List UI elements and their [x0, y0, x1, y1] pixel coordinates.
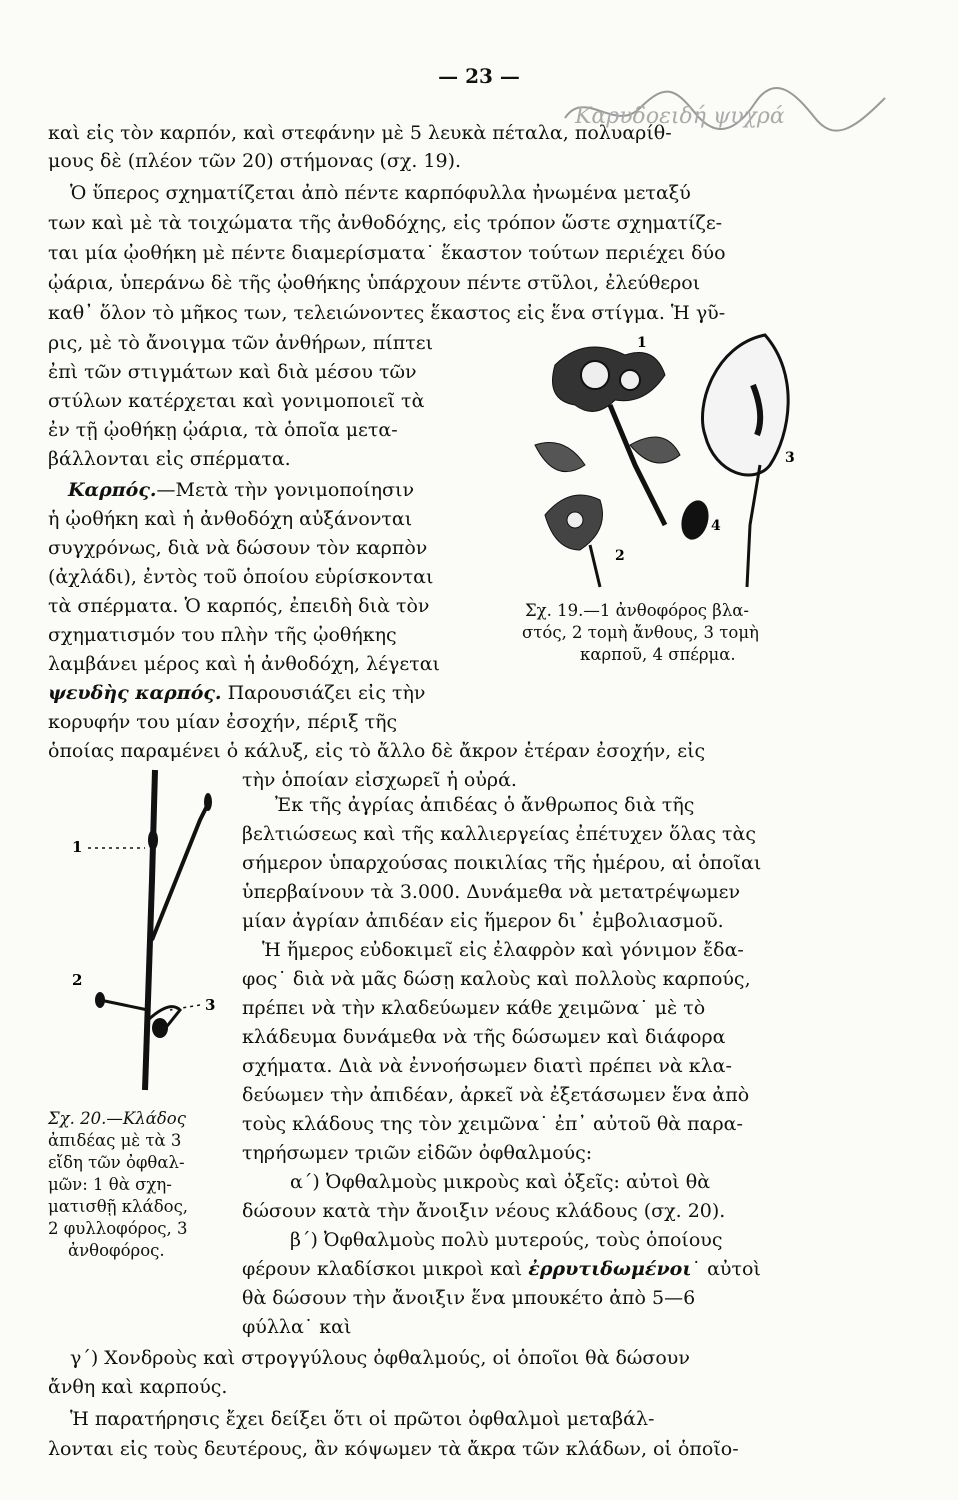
- text-line: Ἐκ τῆς ἀγρίας ἀπιδέας ὁ ἄνθρωπος διὰ τῆς: [275, 794, 695, 816]
- text-line: Ἡ παρατήρησις ἔχει δείξει ὅτι οἱ πρῶτοι ὀφθαλμοὶ μεταβάλ-: [70, 1408, 655, 1430]
- text-line: ὁποίας παραμένει ὁ κάλυξ, εἰς τὸ ἄλλο δὲ ἄκρον ἑτέραν ἐσοχήν, εἰς: [48, 740, 706, 762]
- fig19-label-2: 2: [615, 548, 625, 564]
- text-line: ται μία ᾠοθήκη μὲ πέντε διαμερίσματα˙ ἕκαστον τούτων περιέχει δύο: [48, 242, 726, 264]
- figure-20-pear-branch: [60, 760, 230, 1100]
- text-line: φέρουν κλαδίσκοι μικροὶ καὶ ἐρρυτιδωμένοι˙ αὐτοὶ: [242, 1258, 761, 1280]
- branch-main-stem: [145, 770, 155, 1090]
- fig19-label-4: 4: [711, 518, 721, 534]
- text-line: —Μετὰ τὴν γονιμοποίησιν: [156, 479, 415, 501]
- fig20-label-3: 3: [205, 996, 216, 1014]
- text-line: λαμβάνει μέρος καὶ ἡ ἀνθοδόχη, λέγεται: [48, 653, 441, 675]
- fig20-label-1: 1: [72, 838, 83, 856]
- text-line: ἐπὶ τῶν στιγμάτων καὶ διὰ μέσου τῶν: [48, 361, 417, 383]
- text-line: ψευδὴς καρπός. Παρουσιάζει εἰς τὴν: [48, 682, 426, 704]
- text-line: ὑπερβαίνουν τὰ 3.000. Δυνάμεθα νὰ μετατρέψωμεν: [242, 881, 741, 903]
- text-line: θὰ δώσουν τὴν ἄνοιξιν ἕνα μπουκέτο ἀπὸ 5—6: [242, 1287, 696, 1309]
- figure-20-caption-line: εἴδη τῶν ὀφθαλ-: [48, 1153, 185, 1172]
- text-line: α´) Ὀφθαλμοὺς μικροὺς καὶ ὀξεῖς: αὐτοὶ θὰ: [290, 1171, 711, 1193]
- figure-19-pear-flower-fruit: [515, 325, 825, 590]
- text-line: σήμερον ὑπαρχούσας ποικιλίας τῆς ἡμέρου, αἱ ὁποῖαι: [242, 852, 762, 874]
- text-line: τὴν ὁποίαν εἰσχωρεῖ ἡ οὐρά.: [242, 769, 517, 791]
- page-number: — 23 —: [438, 64, 520, 88]
- figure-19-caption-line: καρποῦ, 4 σπέρμα.: [580, 645, 736, 664]
- text-line: κορυφήν του μίαν ἐσοχήν, πέριξ τῆς: [48, 711, 398, 733]
- figure-20-caption-line: ἀπιδέας μὲ τὰ 3: [48, 1131, 182, 1150]
- figure-20-caption-line: Σχ. 20.—Κλάδος: [48, 1109, 186, 1128]
- text-line: ἐν τῇ ᾠοθήκῃ ᾠάρια, τὰ ὁποῖα μετα-: [48, 419, 398, 441]
- text-line: ᾠάρια, ὑπεράνω δὲ τῆς ᾠοθήκης ὑπάρχουν πέντε στῦλοι, ἐλεύθεροι: [48, 272, 701, 294]
- text-line: συγχρόνως, διὰ νὰ δώσουν τὸν καρπὸν: [48, 537, 428, 559]
- figure-20-caption-line: 2 φυλλοφόρος, 3: [48, 1219, 188, 1238]
- text-line: δώσουν κατὰ τὴν ἄνοιξιν νέους κλάδους (σχ. 20).: [242, 1200, 726, 1222]
- fig19-label-3: 3: [785, 450, 795, 466]
- text-line: ἄνθη καὶ καρπούς.: [48, 1376, 228, 1398]
- text-line: τηρήσωμεν τριῶν εἰδῶν ὀφθαλμούς:: [242, 1142, 593, 1164]
- text-line: φύλλα˙ καὶ: [242, 1316, 352, 1338]
- text-line: καθ᾿ ὅλον τὸ μῆκος των, τελειώνοντες ἕκαστος εἰς ἕνα στίγμα. Ἡ γῦ-: [48, 302, 726, 324]
- term-pseudes-karpos: ψευδὴς καρπός.: [48, 682, 222, 704]
- figure-20-caption-line: μῶν: 1 θὰ σχη-: [48, 1175, 172, 1194]
- text-line: πρέπει νὰ τὴν κλαδεύωμεν κάθε χειμῶνα˙ μὲ τὸ: [242, 997, 706, 1019]
- fig20-label-2: 2: [72, 971, 83, 989]
- text-line: Ὁ ὕπερος σχηματίζεται ἀπὸ πέντε καρπόφυλλα ἠνωμένα μεταξύ: [70, 182, 691, 204]
- text-line: βάλλονται εἰς σπέρματα.: [48, 448, 291, 470]
- figure-19-caption-line: Σχ. 19.—1 ἀνθοφόρος βλα-: [525, 601, 749, 620]
- text-line: ἡ ᾠοθήκη καὶ ἡ ἀνθοδόχη αὐξάνονται: [48, 508, 413, 530]
- text-line: β´) Ὀφθαλμοὺς πολὺ μυτερούς, τοὺς ὁποίους: [290, 1229, 723, 1251]
- flower-section-illustration: [545, 495, 603, 587]
- text-line: κλάδευμα δυνάμεθα νὰ τῆς δώσωμεν καὶ διάφορα: [242, 1026, 726, 1048]
- branch-side-shoot: [152, 800, 210, 940]
- text-line: μους δὲ (πλέον τῶν 20) στήμονας (σχ. 19).: [48, 150, 462, 172]
- text-line: καὶ εἰς τὸν καρπόν, καὶ στεφάνην μὲ 5 λευκὰ πέταλα, πολυαρίθ-: [48, 122, 672, 144]
- fruit-section-illustration: [703, 335, 789, 587]
- heading-karpos: Καρπός.: [68, 479, 157, 501]
- text-line: μίαν ἀγρίαν ἀπιδέαν εἰς ἥμερον δι᾿ ἐμβολιασμοῦ.: [242, 910, 724, 932]
- text-line: λονται εἰς τοὺς δευτέρους, ἂν κόψωμεν τὰ ἄκρα τῶν κλάδων, οἱ ὁποῖο-: [48, 1438, 739, 1460]
- text-line: γ´) Χονδροὺς καὶ στρογγύλους ὀφθαλμούς, οἱ ὁποῖοι θὰ δώσουν: [70, 1347, 690, 1369]
- text-line: σχηματισμόν του πλὴν τῆς ᾠοθήκης: [48, 624, 397, 646]
- term-errytidomenoi: ἐρρυτιδωμένοι: [528, 1258, 692, 1280]
- branch-spur: [100, 1000, 148, 1010]
- text-line: βελτιώσεως καὶ τῆς καλλιεργείας ἐπέτυχεν ὅλας τὰς: [242, 823, 757, 845]
- text-line: Ἡ ἥμερος εὐδοκιμεῖ εἰς ἐλαφρὸν καὶ γόνιμον ἔδα-: [262, 939, 744, 961]
- flowering-shoot-illustration: [535, 347, 680, 525]
- figure-20-caption-line: ματισθῇ κλάδος,: [48, 1197, 189, 1216]
- figure-19-caption-line: στός, 2 τομὴ ἄνθους, 3 τομὴ: [522, 623, 759, 642]
- text-line: (ἀχλάδι), ἐντὸς τοῦ ὁποίου εὑρίσκονται: [48, 566, 434, 588]
- svg-text:Καρυδοειδή ψυχρά: Καρυδοειδή ψυχρά: [575, 104, 785, 129]
- fig19-label-1: 1: [637, 335, 647, 351]
- seed-illustration: [677, 497, 712, 542]
- text-line: στύλων κατέρχεται καὶ γονιμοποιεῖ τὰ: [48, 390, 425, 412]
- figure-20-caption-line: ἀνθοφόρος.: [68, 1241, 165, 1260]
- text-line: τὰ σπέρματα. Ὁ καρπός, ἐπειδὴ διὰ τὸν: [48, 595, 430, 617]
- text-line: τοὺς κλάδους της τὸν χειμῶνα˙ ἐπ᾿ αὐτοῦ θὰ παρα-: [242, 1113, 743, 1135]
- text-line: δεύωμεν τὴν ἀπιδέαν, ἀρκεῖ νὰ ἐξετάσωμεν ἕνα ἀπὸ: [242, 1084, 750, 1106]
- text-line: σχήματα. Διὰ νὰ ἐννοήσωμεν διατὶ πρέπει νὰ κλα-: [242, 1055, 732, 1077]
- text-line: των καὶ μὲ τὰ τοιχώματα τῆς ἀνθοδόχης, εἰς τρόπον ὥστε σχηματίζε-: [48, 212, 723, 234]
- text-line: φος˙ διὰ νὰ μᾶς δώσῃ καλοὺς καὶ πολλοὺς καρπούς,: [242, 968, 751, 990]
- text-line: ρις, μὲ τὸ ἄνοιγμα τῶν ἀνθήρων, πίπτει: [48, 332, 434, 354]
